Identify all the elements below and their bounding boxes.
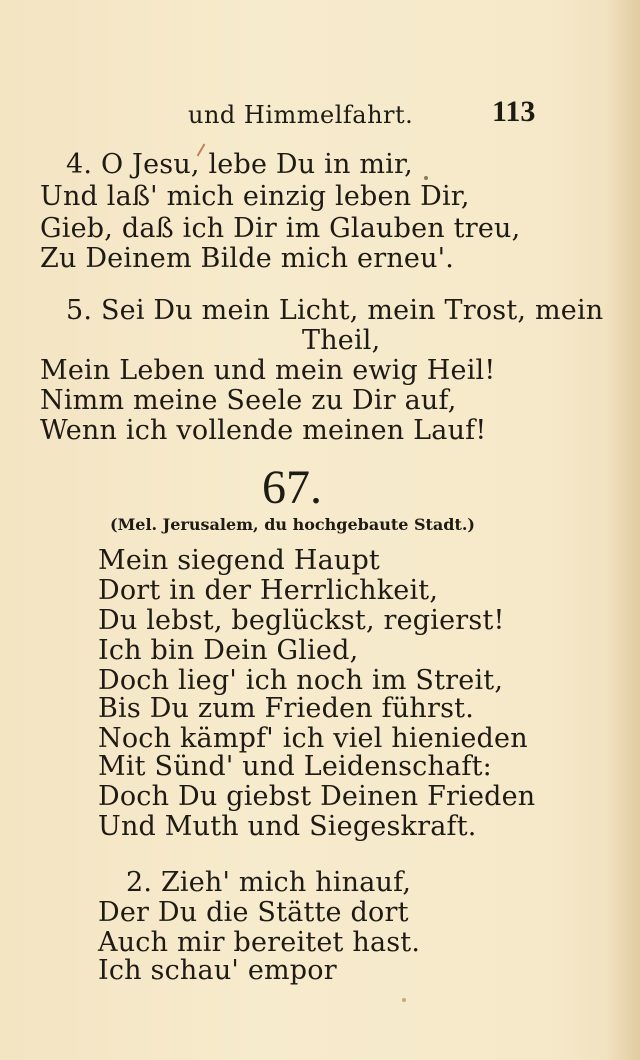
stanza-5-line-1-continuation: Theil, [302,325,381,356]
stanza-4-line-1: 4. O Jesu, lebe Du in mir, [66,149,413,180]
hymn-67-line-4: Ich bin Dein Glied, [98,635,359,666]
running-title: und Himmelfahrt. [188,101,414,129]
hymn-67-line-7: Noch kämpf' ich viel hienieden [98,723,528,754]
hymn-67-line-6: Bis Du zum Frieden führst. [98,693,474,724]
stanza-4-line-3: Gieb, daß ich Dir im Glauben treu, [40,213,521,244]
paper-speck [402,998,406,1002]
stanza-5-line-4: Wenn ich vollende meinen Lauf! [40,415,487,446]
stanza-5-line-1: 5. Sei Du mein Licht, mein Trost, mein [66,295,604,326]
melody-reference: (Mel. Jerusalem, du hochgebaute Stadt.) [110,515,475,534]
ink-speck [424,176,428,180]
hymn-67-line-3: Du lebst, beglückst, regierst! [98,605,505,636]
hymn-67-line-5: Doch lieg' ich noch im Streit, [98,665,504,696]
stanza-4-line-4: Zu Deinem Bilde mich erneu'. [40,243,455,274]
page-edge-shadow [606,0,640,1060]
hymn-67-stanza-2-line-4: Ich schau' empor [98,955,337,986]
hymn-67-line-8: Mit Sünd' und Leidenschaft: [98,751,492,782]
hymn-67-stanza-2-line-2: Der Du die Stätte dort [98,897,409,928]
hymn-number: 67. [262,461,322,514]
hymn-67-stanza-2-line-1: 2. Zieh' mich hinauf, [126,867,412,898]
hymn-67-line-10: Und Muth und Siegeskraft. [98,811,477,842]
page-number: 113 [492,95,536,128]
hymn-67-stanza-2-line-3: Auch mir bereitet hast. [98,927,421,958]
stanza-4-line-2: Und laß' mich einzig leben Dir, [40,181,470,212]
hymn-67-line-1: Mein siegend Haupt [98,545,380,576]
stanza-5-line-2: Mein Leben und mein ewig Heil! [40,355,496,386]
hymn-67-line-2: Dort in der Herrlichkeit, [98,575,439,606]
hymn-67-line-9: Doch Du giebst Deinen Frieden [98,781,536,812]
stanza-5-line-3: Nimm meine Seele zu Dir auf, [40,385,457,416]
